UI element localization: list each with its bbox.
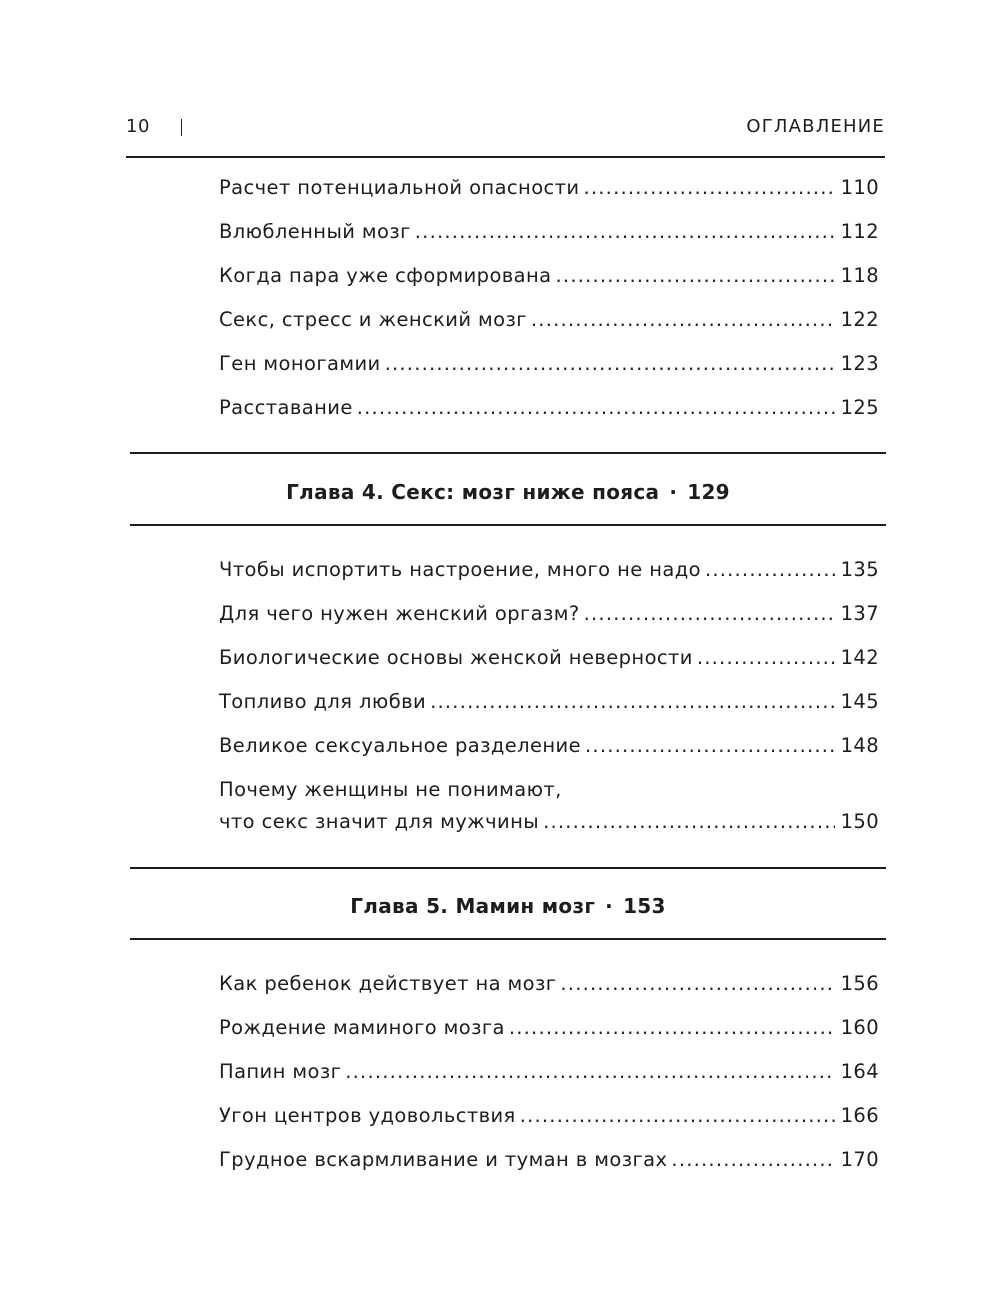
toc-entry	[219, 598, 879, 642]
toc-entry-page: 170	[840, 1148, 879, 1171]
toc-leader-dots	[520, 1100, 835, 1132]
toc-entry-title: Для чего нужен женский оргазм?	[219, 602, 580, 625]
toc-entry-title: Великое сексуальное разделение	[219, 734, 582, 757]
toc-leader-dots	[415, 216, 835, 248]
toc-entry	[219, 686, 879, 730]
toc-leader-dots	[697, 642, 835, 674]
toc-list-top	[219, 172, 879, 436]
toc-entry-page: 160	[840, 1016, 879, 1039]
chapter-rule-top	[130, 452, 886, 454]
toc-list-chapter-4	[219, 554, 879, 838]
toc-leader-dots	[543, 806, 835, 838]
page-number: 10	[126, 116, 150, 137]
toc-entry-page: 110	[840, 176, 879, 199]
toc-entry	[219, 642, 879, 686]
toc-entry-page: 123	[840, 352, 879, 375]
toc-entry-page: 118	[840, 264, 879, 287]
page-header	[126, 116, 885, 144]
toc-entry-page: 112	[840, 220, 879, 243]
header-rule	[126, 156, 885, 158]
toc-entry-multiline	[219, 774, 879, 838]
chapter-page: 153	[623, 894, 666, 918]
toc-entry	[219, 172, 879, 216]
toc-leader-dots	[584, 598, 835, 630]
toc-entry-title: Угон центров удовольствия	[219, 1104, 516, 1127]
toc-leader-dots	[705, 554, 835, 586]
toc-entry-page: 148	[840, 734, 879, 757]
toc-entry	[219, 1100, 879, 1144]
chapter-rule-top	[130, 867, 886, 869]
toc-entry-title: Грудное вскармливание и туман в мозгах	[219, 1148, 668, 1171]
toc-entry-page: 164	[840, 1060, 879, 1083]
toc-entry-title: Ген моногамии	[219, 352, 381, 375]
chapter-separator: ·	[605, 894, 614, 918]
toc-entry	[219, 304, 879, 348]
toc-entry	[219, 554, 879, 598]
toc-entry-title: Когда пара уже сформирована	[219, 264, 552, 287]
toc-leader-dots	[345, 1056, 834, 1088]
toc-entry-title: Как ребенок действует на мозг	[219, 972, 557, 995]
toc-entry-title: Секс, стресс и женский мозг	[219, 308, 527, 331]
toc-list-chapter-5	[219, 968, 879, 1188]
toc-leader-dots	[556, 260, 835, 292]
toc-entry-title: Чтобы испортить настроение, много не надо	[219, 558, 701, 581]
toc-entry	[219, 1012, 879, 1056]
chapter-heading-5	[130, 894, 886, 918]
toc-leader-dots	[531, 304, 835, 336]
chapter-rule-bottom	[130, 938, 886, 940]
toc-entry-page: 135	[840, 558, 879, 581]
chapter-title: Глава 4. Секс: мозг ниже пояса	[286, 480, 660, 504]
toc-entry-title: Рождение маминого мозга	[219, 1016, 505, 1039]
toc-entry-title-line1: Почему женщины не понимают,	[219, 778, 562, 801]
toc-leader-dots	[560, 968, 834, 1000]
toc-leader-dots	[585, 730, 835, 762]
toc-entry	[219, 968, 879, 1012]
toc-entry-title: Папин мозг	[219, 1060, 342, 1083]
toc-leader-dots	[357, 392, 835, 424]
toc-entry	[219, 1144, 879, 1188]
toc-entry	[219, 348, 879, 392]
running-head: ОГЛАВЛЕНИЕ	[746, 116, 885, 137]
toc-entry-page: 156	[840, 972, 879, 995]
header-divider	[181, 119, 182, 136]
toc-leader-dots	[509, 1012, 835, 1044]
toc-entry-page: 137	[840, 602, 879, 625]
toc-entry-title: Биологические основы женской неверности	[219, 646, 693, 669]
toc-entry-title: Влюбленный мозг	[219, 220, 411, 243]
chapter-rule-bottom	[130, 524, 886, 526]
toc-entry-title: Расставание	[219, 396, 353, 419]
toc-entry-title: Расчет потенциальной опасности	[219, 176, 580, 199]
toc-entry	[219, 392, 879, 436]
toc-entry	[219, 260, 879, 304]
toc-entry-title: Топливо для любви	[219, 690, 427, 713]
toc-entry-title-line2: что секс значит для мужчины	[219, 810, 540, 833]
toc-entry-page: 145	[840, 690, 879, 713]
chapter-separator: ·	[669, 480, 678, 504]
toc-entry-page: 125	[840, 396, 879, 419]
chapter-page: 129	[687, 480, 730, 504]
toc-leader-dots	[385, 348, 835, 380]
toc-leader-dots	[430, 686, 834, 718]
toc-entry-page: 166	[840, 1104, 879, 1127]
chapter-heading-4	[130, 480, 886, 504]
chapter-title: Глава 5. Мамин мозг	[350, 894, 596, 918]
toc-entry	[219, 730, 879, 774]
toc-entry-page: 150	[840, 810, 879, 833]
toc-entry	[219, 1056, 879, 1100]
toc-entry-page: 122	[840, 308, 879, 331]
toc-entry-page: 142	[840, 646, 879, 669]
toc-leader-dots	[671, 1144, 834, 1176]
toc-entry	[219, 216, 879, 260]
toc-leader-dots	[583, 172, 834, 204]
